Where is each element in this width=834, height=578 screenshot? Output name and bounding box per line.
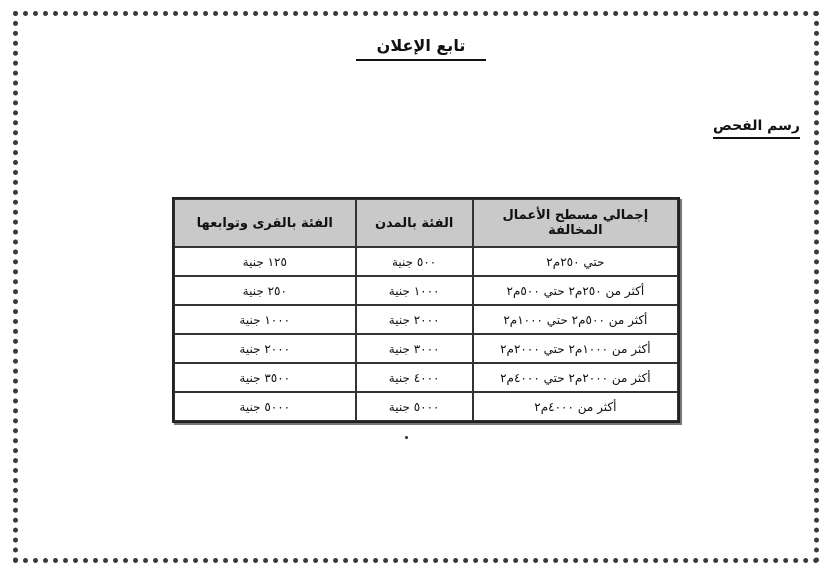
cell-village-fee: ٥٠٠٠ جنية <box>174 392 356 421</box>
table-row <box>174 247 678 276</box>
cell-area: أكثر من ٤٠٠٠م٢ <box>473 392 678 421</box>
cell-village-fee: ٢٥٠ جنية <box>174 276 356 305</box>
header-city-fee: الفئة بالمدن <box>356 199 473 247</box>
table-row <box>174 334 678 363</box>
cell-city-fee: ٢٠٠٠ جنية <box>356 305 473 334</box>
section-heading: رسم الفحص <box>713 118 800 139</box>
cell-area: أكثر من ١٠٠٠م٢ حتي ٢٠٠٠م٢ <box>473 334 678 363</box>
table-header-row <box>174 199 678 247</box>
cell-village-fee: ٢٠٠٠ جنية <box>174 334 356 363</box>
cell-city-fee: ٤٠٠٠ جنية <box>356 363 473 392</box>
cell-area: أكثر من ٢٥٠م٢ حتي ٥٠٠م٢ <box>473 276 678 305</box>
table-row <box>174 363 678 392</box>
cell-area: أكثر من ٢٠٠٠م٢ حتي ٤٠٠٠م٢ <box>473 363 678 392</box>
stray-dot <box>405 436 408 439</box>
cell-area: حتي ٢٥٠م٢ <box>473 247 678 276</box>
table-row <box>174 392 678 421</box>
page-title: تابع الإعلان <box>356 36 486 61</box>
fees-table <box>172 197 680 423</box>
cell-village-fee: ١٢٥ جنية <box>174 247 356 276</box>
cell-city-fee: ٥٠٠ جنية <box>356 247 473 276</box>
table-row <box>174 305 678 334</box>
cell-city-fee: ٣٠٠٠ جنية <box>356 334 473 363</box>
cell-village-fee: ١٠٠٠ جنية <box>174 305 356 334</box>
cell-village-fee: ٣٥٠٠ جنية <box>174 363 356 392</box>
header-area: إجمالي مسطح الأعمال المخالفة <box>473 199 678 247</box>
table-row <box>174 276 678 305</box>
cell-city-fee: ١٠٠٠ جنية <box>356 276 473 305</box>
header-village-fee: الفئة بالقرى وتوابعها <box>174 199 356 247</box>
cell-area: أكثر من ٥٠٠م٢ حتي ١٠٠٠م٢ <box>473 305 678 334</box>
cell-city-fee: ٥٠٠٠ جنية <box>356 392 473 421</box>
